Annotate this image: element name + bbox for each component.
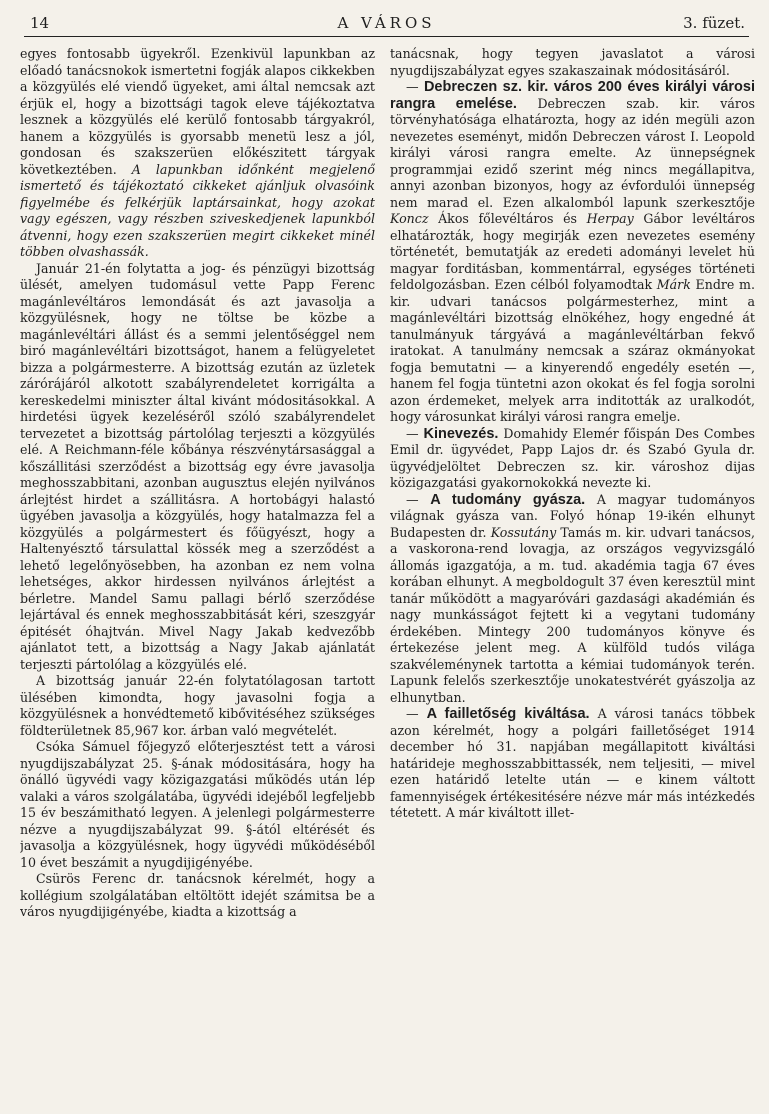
news-item: — Debreczen sz. kir. város 200 éves királyi városi rangra emelése. Debreczen szab. kir. város törvényhatósága elhatározta, hogy az idén megüli azon nevezetes eseményt, midőn Debreczen várost I. Leopold királyi városi rangra emelte. Az ünnepségnek programmjai ezidő szerint még nincs megállapitva, annyi azonban bizonyos, hogy az évfordulói ünnepség nem marad el. Ezen alkalomból lapunk szerkesztője Koncz Ákos főlevéltáros és Herpay Gábor levéltáros elhatározták, hogy megirják ezen nevezetes esemény történetét, bemutatják az eredeti adományi levelet hü magyar forditásban, kommentárral, egységes történeti feldolgozásban. Ezen célból folyamodtak Márk Endre m. kir. udvari tanácsos polgármesterhez, mint a magánlevéltári bizottság elnökéhez, hogy engedné át tanulmányuk tárgyává a magánlevéltárban fekvő iratokat. A tanulmány nemcsak a száraz okmányokat fogja bemutatni — a kinyerendő engedély esetén —, hanem fel fogja tüntetni azon okokat és fel fogja sorolni azon érdemeket, melyek arra inditották az uralkodót, hogy városunkat királyi városi rangra emelje. xyxy=(390,79,755,424)
news-body: Ákos főlevéltáros és xyxy=(428,211,587,226)
paragraph: Január 21-én folytatta a jog- és pénzügyi bizottság ülését, amelyen tudomásul vette Papp Ferenc magánlevéltáros lemondását és azt javasolja a közgyülésnek, hogy ne töltse be közbe a magánlevéltári állást és a semmi jelentőséggel nem biró magánlevéltári bizottságot, hanem a felügyeletet bizza a polgármesterre. A bizottság ezután az üzletek zárórájáról alkotott szabályrendeletet korrigálta a kereskedelmi miniszter által kivánt módositásokkal. A hirdetési ügyek kezeléséről szóló szabályrendelet tervezetet a bizottság pártolólag terjeszti a közgyülés elé. A Reichmann-féle kőbánya részvénytársasággal a kőszállitási szerződést a bizottság egy évre javasolja meghosszabbitani, azonban augusztus elején nyilvános árlejtést hirdet a szállitásra. A hortobágyi halastó ügyében javasolja a közgyülés, hogy hatalmazza fel a közgyülés a polgármestert és főügyészt, hogy a Haltenyésztő társulattal kössék meg a szerződést a lehető legelőnyösebben, ha azonban ez nem volna lehetséges, akkor hirdessen nyilvános árlejtést a bérletre. Mandel Samu pallagi bérlő szerződése lejártával és ennek meghosszabbitását kéri, szeszgyár épitését óhajtván. Mivel Nagy Jakab kedvezőbb ajánlatot tett, a bizottság a Nagy Jakab ajánlatát terjeszti pártolólag a közgyülés elé. xyxy=(20,260,375,672)
issue-number: 3. füzet. xyxy=(683,14,745,32)
news-body: Gábor levéltáros elhatározták, hogy megirják ezen nevezetes esemény történetét, bemutatják az eredeti adományi levelet hü magyar forditásban, kommentárral, egységes történeti feldolgozásban. Ezen célból folyamodtak xyxy=(390,211,755,292)
news-body: A városi tanács többek azon kérelmét, hogy a polgári failletőséget 1914 december hó 31. napjában megállapitott kiváltási határideje meghosszabbittassék, nem teljesiti, — mivel ezen határidő letelte után — e kinem váltott famennyiségek értékesitésére nézve már más intézkedés tétetett. A már kiváltott illet- xyxy=(390,706,755,820)
name-italic: Herpay xyxy=(586,211,634,226)
paragraph-italic-text: A lapunkban időnként megjelenő ismertető és tájékoztató cikkeket ajánljuk olvasóink figyelmébe és felkérjük laptársainkat, hogy azokat vagy egészen, vagy részben sziveskedjenek lapunkból átvenni, hogy ezen szakszerüen megirt cikkeket minél többen olvashassák. xyxy=(20,161,375,259)
news-body: Tamás m. kir. udvari tanácsos, a vaskorona-rend lovagja, az országos vegyvizsgáló állomás igazgatója, a m. tud. akadémia tagja 67 éves korában elhunyt. A megboldogult 37 éven keresztül mint tanár működött a magyaróvári gazdasági akadémián és nagy munkásságot fejtett ki a vegytani tudomány érdekében. Mintegy 200 tudományos könyve és értekezése jelent meg. A külföld tudós világa szakvéleménynek tartotta a kémiai tudományok terén. Lapunk felelős szerkesztője unokatestvérét gyászolja az elhunytban. xyxy=(390,524,755,705)
name-italic: Koncz xyxy=(390,211,429,226)
paragraph: Csürös Ferenc dr. tanácsnok kérelmét, hogy a kollégium szolgálatában eltöltött idejét számitsa be a város nyugdijigényébe, kiadta a kizottság a xyxy=(20,871,375,919)
paragraph xyxy=(20,46,375,261)
news-item: — A tudomány gyásza. A magyar tudományos világnak gyásza van. Folyó hónap 19-ikén elhunyt Budapesten dr. Kossutány Tamás m. kir. udvari tanácsos, a vaskorona-rend lovagja, az országos vegyvizsgáló állomás igazgatója, a m. tud. akadémia tagja 67 éves korában elhunyt. A megboldogult 37 éven keresztül mint tanár működött a magyaróvári gazdasági akadémián és nagy munkásságot fejtett ki a vegytani tudomány érdekében. Mintegy 200 tudományos könyve és értekezése jelent meg. A külföld tudós világa szakvéleménynek tartotta a kémiai tudományok terén. Lapunk felelős szerkesztője unokatestvérét gyászolja az elhunytban. xyxy=(390,491,755,705)
news-headline: Kinevezés. xyxy=(423,425,499,442)
page-header xyxy=(24,12,749,37)
left-column xyxy=(20,46,375,1106)
paragraph: tanácsnak, hogy tegyen javaslatot a városi nyugdijszabályzat egyes szakaszainak módositásáról. xyxy=(390,46,755,78)
paragraph: A bizottság január 22-én folytatólagosan tartott ülésében kimondta, hogy javasolni fogja a közgyülésnek a honvédtemető kibővitéséhez szükséges földterületnek 85,967 kor. árban való megvételét. xyxy=(20,673,375,738)
news-headline: Debreczen sz. kir. város 200 éves királyi városi rangra emelése. xyxy=(390,79,755,112)
right-column xyxy=(390,46,755,1106)
journal-title: A VÁROS xyxy=(337,14,436,32)
news-item: — Kinevezés. Domahidy Elemér főispán Des Combes Emil dr. ügyvédet, Papp Lajos dr. és Szabó Gyula dr. ügyvédjelöltet Debreczen sz. kir. városhoz dijas közigazgatási gyakornokokká nevezte ki. xyxy=(390,425,755,490)
paragraph: Csóka Sámuel főjegyző előterjesztést tett a városi nyugdijszabályzat 25. §-ának módositására, hogy ha önálló ügyvédi vagy közigazgatási működés után lép valaki a város szolgálatába, ügyvédi idejéből legfeljebb 15 év beszámitható legyen. A jelenlegi polgármesterre nézve a nyugdijszabályzat 99. §-ától eltérését és javasolja a közgyülésnek, hogy ügyvédi működéséből 10 évet beszámit a nyugdijigényébe. xyxy=(20,739,375,870)
news-item: — A failletőség kiváltása. A városi tanács többek azon kérelmét, hogy a polgári failletőséget 1914 december hó 31. napjában megállapitott kiváltási határideje meghosszabbittassék, nem teljesiti, — mivel ezen határidő letelte után — e kinem váltott famennyiségek értékesitésére nézve már más intézkedés tétetett. A már kiváltott illet- xyxy=(390,706,755,820)
news-headline: A tudomány gyásza. xyxy=(430,491,586,508)
paragraph-text: egyes fontosabb ügyekről. Ezenkivül lapunkban az előadó tanácsnokok ismertetni fogják alapos cikkekben a közgyülés elé viendő ügyeket, ami által nemcsak azt érjük el, hogy a bizottsági tagok eleve tájékoztatva lesznek a közgyülés elé kerülő fontosabb tárgyakról, hanem a közgyülés is gyorsabb menetü lesz a jól, gondosan és szakszerüen előkészitett tárgyak következtében. xyxy=(20,46,375,177)
page-number: 14 xyxy=(30,14,50,32)
news-body: Endre m. kir. udvari tanácsos polgármesterhez, mint a magánlevéltári bizottság elnökéhez, hogy engedné át tanulmányuk tárgyává a magánlevéltárban fekvő iratokat. A tanulmány nemcsak a száraz okmányokat fogja bemutatni — a kinyerendő engedély esetén —, hanem fel fogja tüntetni azon okokat és fel fogja sorolni azon érdemeket, melyek arra inditották az uralkodót, hogy városunkat királyi városi rangra emelje. xyxy=(390,277,755,424)
name-italic: Kossutány xyxy=(490,524,557,540)
news-body: Debreczen szab. kir. város törvényhatósága elhatározta, hogy az idén megüli azon nevezetes eseményt, midőn Debreczen várost I. Leopold királyi városi rangra emelte. Az ünnepségnek programmjai ezidő szerint még nincs megállapitva, annyi azonban bizonyos, hogy az évfordulói ünnepség nem marad el. Ezen alkalomból lapunk szerkesztője xyxy=(390,95,755,210)
news-headline: A failletőség kiváltása. xyxy=(426,706,590,722)
name-italic: Márk xyxy=(656,277,691,292)
news-body: Domahidy Elemér főispán Des Combes Emil dr. ügyvédet, Papp Lajos dr. és Szabó Gyula dr. ügyvédjelöltet Debreczen sz. kir. városhoz dijas közigazgatási gyakornokokká nevezte ki. xyxy=(390,425,755,490)
news-body: A magyar tudományos világnak gyásza van. Folyó hónap 19-ikén elhunyt Budapesten dr. xyxy=(390,491,755,540)
